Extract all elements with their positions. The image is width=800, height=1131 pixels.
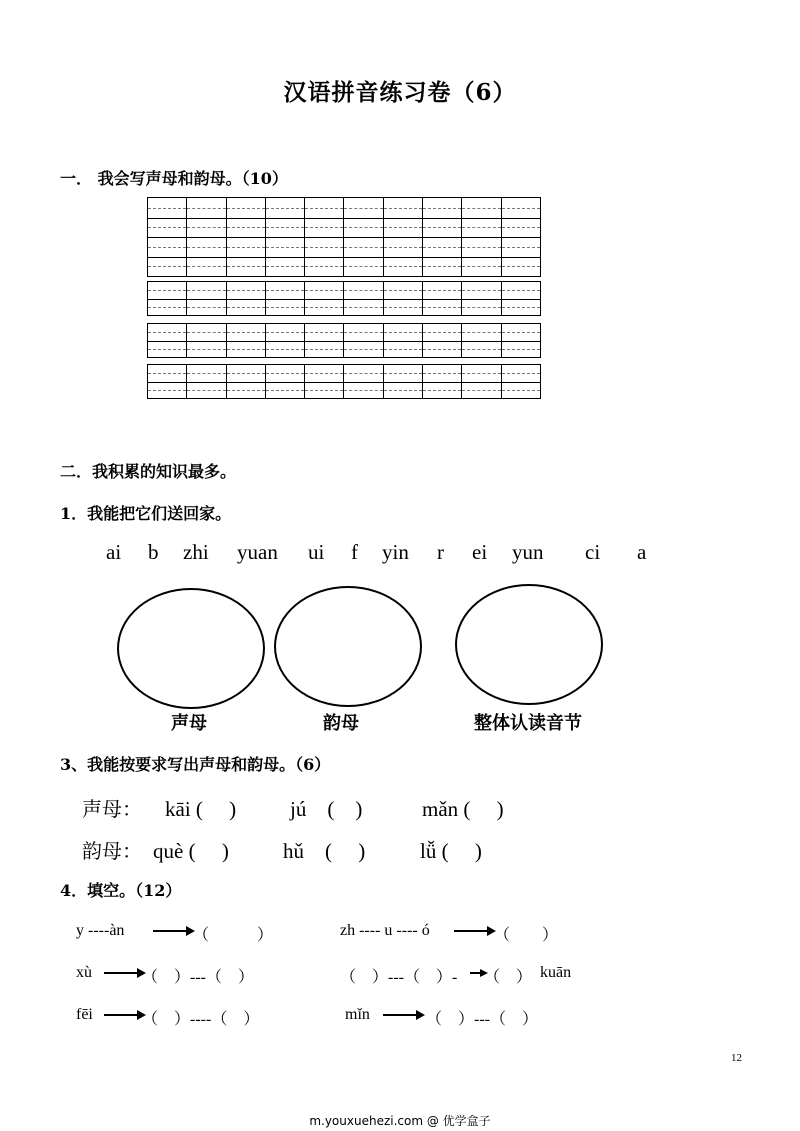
fill-prompt: y ----àn	[76, 922, 125, 939]
answer-item[interactable]: lǚ ( )	[420, 839, 482, 863]
grid-line	[148, 227, 186, 228]
grid-line	[384, 290, 422, 291]
grid-line	[187, 227, 225, 228]
grid-line	[266, 208, 304, 209]
grid-line	[462, 332, 500, 333]
writing-cell[interactable]	[344, 198, 383, 276]
grid-line	[384, 218, 422, 219]
writing-cell[interactable]	[148, 324, 187, 357]
fill-prompt: fēi	[76, 1006, 93, 1023]
writing-cell[interactable]	[305, 365, 344, 398]
grid-line	[187, 332, 225, 333]
pinyin-item: yin	[382, 540, 409, 564]
writing-cell[interactable]	[462, 198, 501, 276]
grid-line	[384, 332, 422, 333]
grid-line	[227, 299, 265, 300]
grid-line	[187, 307, 225, 308]
answer-item[interactable]: hǔ ( )	[283, 839, 366, 863]
grid-line	[227, 218, 265, 219]
grid-line	[148, 390, 186, 391]
pinyin-item: r	[437, 540, 444, 564]
writing-cell[interactable]	[187, 324, 226, 357]
grid-line	[384, 299, 422, 300]
grid-line	[462, 208, 500, 209]
grid-line	[502, 390, 540, 391]
grid-line	[227, 290, 265, 291]
page-title: 汉语拼音练习卷（6）	[283, 79, 517, 106]
writing-cell[interactable]	[502, 198, 540, 276]
pinyin-item: yun	[512, 540, 544, 564]
grid-line	[148, 266, 186, 267]
section1-heading: 一． 我会写声母和韵母。（10）	[60, 169, 288, 188]
grid-line	[423, 266, 461, 267]
writing-cell[interactable]	[462, 324, 501, 357]
writing-grid-row-1[interactable]	[147, 197, 541, 277]
fill-blank[interactable]: （ ）----（ ）	[142, 1011, 260, 1028]
grid-line	[305, 218, 343, 219]
writing-cell[interactable]	[384, 365, 423, 398]
whole-syllables-oval[interactable]	[455, 584, 603, 705]
writing-cell[interactable]	[462, 365, 501, 398]
pinyin-item: ei	[472, 540, 488, 564]
pinyin-item: ui	[308, 540, 325, 564]
pinyin-item: zhi	[183, 540, 209, 564]
grid-line	[266, 247, 304, 248]
grid-line	[344, 349, 382, 350]
writing-cell[interactable]	[423, 198, 462, 276]
grid-line	[344, 382, 382, 383]
grid-line	[148, 299, 186, 300]
grid-line	[502, 208, 540, 209]
writing-cell[interactable]	[187, 282, 226, 315]
grid-line	[344, 341, 382, 342]
grid-line	[423, 290, 461, 291]
grid-line	[344, 227, 382, 228]
grid-line	[187, 390, 225, 391]
grid-line	[502, 247, 540, 248]
grid-line	[187, 266, 225, 267]
grid-line	[187, 299, 225, 300]
writing-cell[interactable]	[423, 365, 462, 398]
grid-line	[462, 390, 500, 391]
grid-line	[502, 373, 540, 374]
grid-line	[305, 349, 343, 350]
grid-line	[462, 218, 500, 219]
writing-cell[interactable]	[384, 198, 423, 276]
pinyin-item: ai	[106, 540, 122, 564]
grid-line	[502, 349, 540, 350]
arrow-right-icon	[383, 1008, 425, 1022]
grid-line	[187, 237, 225, 238]
grid-line	[462, 257, 500, 258]
answer-item[interactable]: mǎn ( )	[422, 797, 504, 821]
grid-line	[384, 208, 422, 209]
grid-line	[462, 227, 500, 228]
pinyin-item: f	[351, 540, 358, 564]
grid-line	[227, 227, 265, 228]
grid-line	[344, 266, 382, 267]
writing-cell[interactable]	[148, 365, 187, 398]
grid-line	[502, 266, 540, 267]
grid-line	[227, 373, 265, 374]
grid-line	[187, 382, 225, 383]
grid-line	[227, 307, 265, 308]
grid-line	[344, 237, 382, 238]
writing-cell[interactable]	[187, 198, 226, 276]
writing-cell[interactable]	[462, 282, 501, 315]
grid-line	[344, 208, 382, 209]
answer-item[interactable]: jú ( )	[290, 797, 363, 821]
grid-line	[423, 299, 461, 300]
arrow-right-icon	[153, 924, 195, 938]
grid-line	[384, 382, 422, 383]
writing-cell[interactable]	[305, 282, 344, 315]
pinyin-item: a	[637, 540, 647, 564]
writing-cell[interactable]	[344, 324, 383, 357]
fill-blank[interactable]: （ ）---（ ）-	[340, 969, 458, 986]
grid-line	[148, 290, 186, 291]
grid-line	[305, 266, 343, 267]
grid-line	[227, 349, 265, 350]
writing-cell[interactable]	[266, 324, 305, 357]
finals-label: 韵母	[323, 713, 359, 734]
grid-line	[266, 290, 304, 291]
grid-line	[187, 341, 225, 342]
grid-line	[423, 390, 461, 391]
grid-line	[305, 373, 343, 374]
grid-line	[305, 290, 343, 291]
grid-line	[423, 227, 461, 228]
grid-line	[227, 341, 265, 342]
writing-grid-row-3[interactable]	[147, 323, 541, 358]
grid-line	[462, 373, 500, 374]
fill-blank[interactable]: （ ）	[484, 969, 533, 986]
fill-blank[interactable]: （ ）---（ ）	[142, 969, 254, 986]
grid-line	[502, 227, 540, 228]
grid-line	[148, 208, 186, 209]
grid-line	[462, 349, 500, 350]
grid-line	[344, 307, 382, 308]
grid-line	[462, 237, 500, 238]
grid-line	[187, 208, 225, 209]
grid-line	[462, 307, 500, 308]
writing-cell[interactable]	[227, 198, 266, 276]
writing-cell[interactable]	[384, 282, 423, 315]
grid-line	[502, 237, 540, 238]
grid-line	[266, 299, 304, 300]
grid-line	[266, 218, 304, 219]
grid-line	[384, 237, 422, 238]
fill-prompt: kuān	[540, 964, 572, 981]
grid-line	[266, 307, 304, 308]
grid-line	[462, 341, 500, 342]
grid-line	[384, 266, 422, 267]
pinyin-item: yuan	[237, 540, 278, 564]
writing-cell[interactable]	[148, 198, 187, 276]
q1-heading: 1．我能把它们送回家。	[60, 504, 232, 523]
initials-row	[82, 793, 142, 822]
grid-line	[423, 382, 461, 383]
grid-line	[423, 349, 461, 350]
grid-line	[227, 247, 265, 248]
grid-line	[227, 208, 265, 209]
grid-line	[462, 299, 500, 300]
grid-line	[305, 299, 343, 300]
initials-row-label: 声母：	[82, 797, 142, 821]
grid-line	[227, 266, 265, 267]
grid-line	[305, 390, 343, 391]
grid-line	[148, 237, 186, 238]
answer-item[interactable]: què ( )	[153, 839, 229, 863]
page-number: 12	[731, 1052, 742, 1064]
grid-line	[305, 227, 343, 228]
arrow-right-icon	[454, 924, 496, 938]
grid-line	[384, 247, 422, 248]
footer-text: m.youxuehezi.com @ 优学盒子	[309, 1114, 491, 1128]
grid-line	[502, 341, 540, 342]
grid-line	[187, 257, 225, 258]
grid-line	[502, 307, 540, 308]
grid-line	[502, 332, 540, 333]
writing-cell[interactable]	[305, 324, 344, 357]
writing-cell[interactable]	[423, 324, 462, 357]
grid-line	[148, 341, 186, 342]
grid-line	[423, 237, 461, 238]
writing-cell[interactable]	[266, 198, 305, 276]
grid-line	[344, 373, 382, 374]
finals-row-label: 韵母：	[82, 839, 142, 863]
writing-cell[interactable]	[227, 324, 266, 357]
grid-line	[423, 257, 461, 258]
fill-prompt: zh ---- u ---- ó	[340, 922, 430, 939]
arrow-right-icon	[104, 1008, 146, 1022]
grid-line	[266, 373, 304, 374]
grid-line	[462, 247, 500, 248]
grid-line	[344, 390, 382, 391]
grid-line	[187, 373, 225, 374]
grid-line	[148, 382, 186, 383]
grid-line	[344, 290, 382, 291]
grid-line	[502, 299, 540, 300]
grid-line	[384, 257, 422, 258]
grid-line	[344, 257, 382, 258]
grid-line	[462, 290, 500, 291]
fill-blank[interactable]: （ ）---（ ）	[426, 1011, 538, 1028]
writing-cell[interactable]	[187, 365, 226, 398]
grid-line	[266, 257, 304, 258]
answer-item[interactable]: kāi ( )	[165, 797, 237, 821]
grid-line	[423, 218, 461, 219]
grid-line	[266, 341, 304, 342]
writing-cell[interactable]	[423, 282, 462, 315]
finals-oval[interactable]	[274, 586, 422, 707]
grid-line	[423, 247, 461, 248]
grid-line	[148, 218, 186, 219]
grid-line	[384, 341, 422, 342]
writing-cell[interactable]	[148, 282, 187, 315]
grid-line	[266, 382, 304, 383]
section2-heading: 二．我积累的知识最多。	[60, 462, 237, 481]
grid-line	[266, 349, 304, 350]
grid-line	[266, 390, 304, 391]
grid-line	[305, 307, 343, 308]
grid-line	[305, 257, 343, 258]
grid-line	[423, 307, 461, 308]
grid-line	[266, 227, 304, 228]
grid-line	[423, 208, 461, 209]
writing-cell[interactable]	[227, 282, 266, 315]
fill-blank[interactable]: （ ）	[193, 927, 274, 944]
writing-cell[interactable]	[502, 282, 540, 315]
grid-line	[384, 227, 422, 228]
arrow-right-icon	[104, 966, 146, 980]
grid-line	[227, 382, 265, 383]
grid-line	[344, 299, 382, 300]
grid-line	[148, 307, 186, 308]
grid-line	[305, 237, 343, 238]
grid-line	[384, 390, 422, 391]
grid-line	[266, 332, 304, 333]
grid-line	[305, 382, 343, 383]
grid-line	[344, 218, 382, 219]
grid-line	[227, 257, 265, 258]
whole-syllables-label: 整体认读音节	[474, 713, 582, 734]
writing-cell[interactable]	[266, 282, 305, 315]
pinyin-item: ci	[585, 540, 601, 564]
grid-line	[384, 373, 422, 374]
writing-cell[interactable]	[344, 282, 383, 315]
grid-line	[423, 373, 461, 374]
writing-cell[interactable]	[502, 324, 540, 357]
grid-line	[305, 247, 343, 248]
grid-line	[305, 208, 343, 209]
grid-line	[187, 247, 225, 248]
q4-heading: 4．填空。（12）	[60, 881, 182, 900]
writing-cell[interactable]	[344, 365, 383, 398]
grid-line	[148, 349, 186, 350]
grid-line	[462, 382, 500, 383]
grid-line	[502, 382, 540, 383]
fill-blank[interactable]: （ ）	[494, 927, 559, 944]
grid-line	[266, 266, 304, 267]
fill-prompt: mǐn	[345, 1006, 370, 1023]
grid-line	[423, 332, 461, 333]
grid-line	[227, 332, 265, 333]
grid-line	[187, 349, 225, 350]
q3-heading: 3、我能按要求写出声母和韵母。（6）	[60, 755, 331, 774]
grid-line	[187, 290, 225, 291]
grid-line	[502, 257, 540, 258]
grid-line	[502, 290, 540, 291]
grid-line	[423, 341, 461, 342]
initials-oval[interactable]	[117, 588, 265, 709]
grid-line	[227, 237, 265, 238]
grid-line	[384, 349, 422, 350]
writing-cell[interactable]	[266, 365, 305, 398]
grid-line	[266, 237, 304, 238]
writing-cell[interactable]	[305, 198, 344, 276]
writing-cell[interactable]	[384, 324, 423, 357]
grid-line	[344, 332, 382, 333]
initials-label: 声母	[171, 713, 207, 734]
writing-grid-row-2[interactable]	[147, 281, 541, 316]
grid-line	[227, 390, 265, 391]
grid-line	[305, 332, 343, 333]
grid-line	[148, 332, 186, 333]
writing-grid-row-4[interactable]	[147, 364, 541, 399]
pinyin-item: b	[148, 540, 159, 564]
grid-line	[187, 218, 225, 219]
fill-prompt: xù	[76, 964, 92, 981]
writing-cell[interactable]	[227, 365, 266, 398]
grid-line	[462, 266, 500, 267]
grid-line	[384, 307, 422, 308]
grid-line	[502, 218, 540, 219]
writing-cell[interactable]	[502, 365, 540, 398]
grid-line	[148, 373, 186, 374]
finals-row	[82, 835, 142, 864]
grid-line	[148, 247, 186, 248]
grid-line	[344, 247, 382, 248]
grid-line	[305, 341, 343, 342]
grid-line	[148, 257, 186, 258]
